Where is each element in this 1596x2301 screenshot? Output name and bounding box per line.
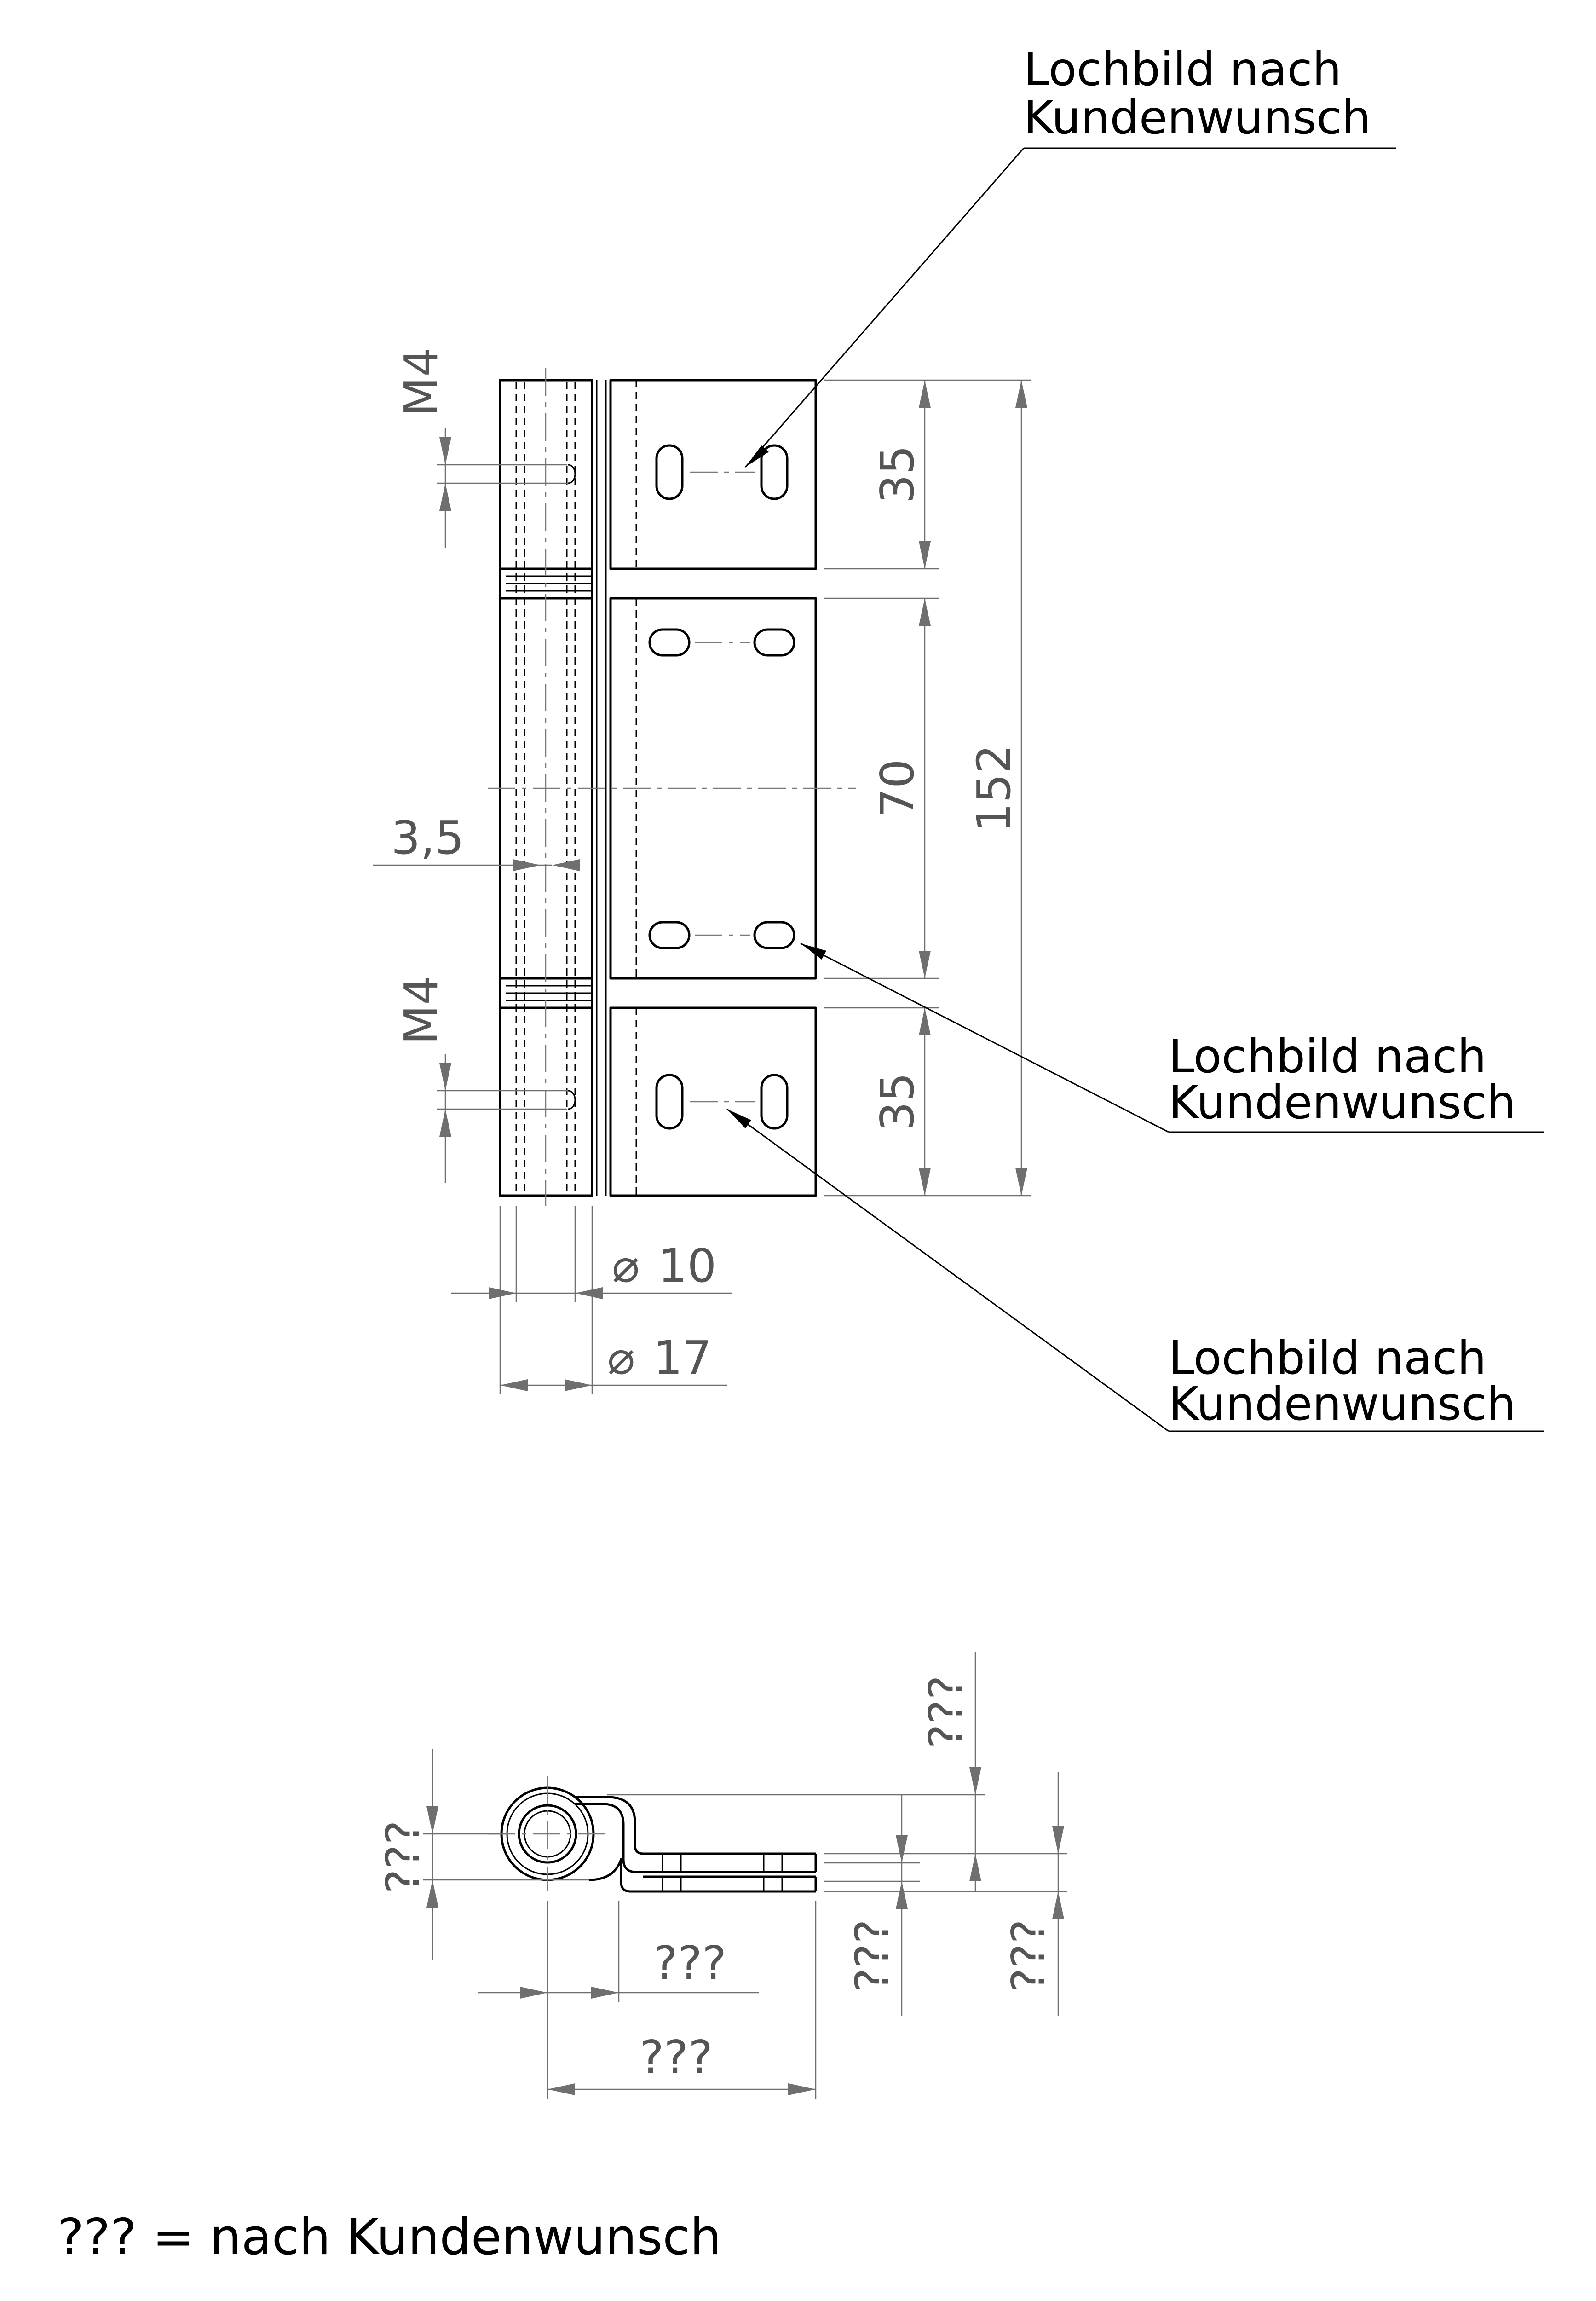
callout-top-line1: Lochbild nach: [1024, 42, 1342, 96]
dim-offset-3-5: 3,5: [391, 811, 465, 865]
legend-text: ??? = nach Kundenwunsch: [58, 2208, 722, 2266]
top-view: [376, 1652, 1067, 2099]
callout-bottom: [727, 1109, 1544, 1431]
callout-middle-line2: Kundenwunsch: [1169, 1075, 1516, 1129]
dim-right-far: ???: [1002, 1919, 1055, 1993]
callout-middle-line1: Lochbild nach: [1169, 1029, 1487, 1083]
dia-10-value: 10: [658, 1239, 717, 1293]
top-view-dimensions: [376, 1652, 1067, 2099]
dim-middle-70: 70: [870, 759, 924, 818]
hinge-knuckle: [500, 368, 592, 1206]
callout-top: [745, 42, 1396, 467]
dim-bottom-short: ???: [653, 1936, 727, 1990]
dim-bottom-35: 35: [870, 1072, 924, 1131]
dim-bottom-long: ???: [640, 2030, 713, 2084]
dim-left-vertical: ???: [376, 1820, 430, 1894]
dim-overall-152: 152: [967, 744, 1021, 833]
thread-m4-top: M4: [394, 347, 448, 416]
callout-bottom-line1: Lochbild nach: [1169, 1331, 1487, 1385]
callout-bottom-line2: Kundenwunsch: [1169, 1377, 1516, 1431]
callout-top-line2: Kundenwunsch: [1024, 91, 1371, 145]
dia-17-symbol: ⌀: [607, 1331, 635, 1385]
thread-m4-bottom: M4: [394, 976, 448, 1045]
dia-10-symbol: ⌀: [612, 1239, 640, 1293]
front-view: [373, 42, 1544, 1431]
dia-17-value: 17: [653, 1331, 712, 1385]
dim-top-35: 35: [870, 445, 924, 504]
hinge-plates: [488, 380, 856, 1196]
dim-top-right: ???: [919, 1675, 973, 1749]
dim-right-mid: ???: [845, 1919, 899, 1993]
front-dimensions-left: [373, 347, 732, 1394]
